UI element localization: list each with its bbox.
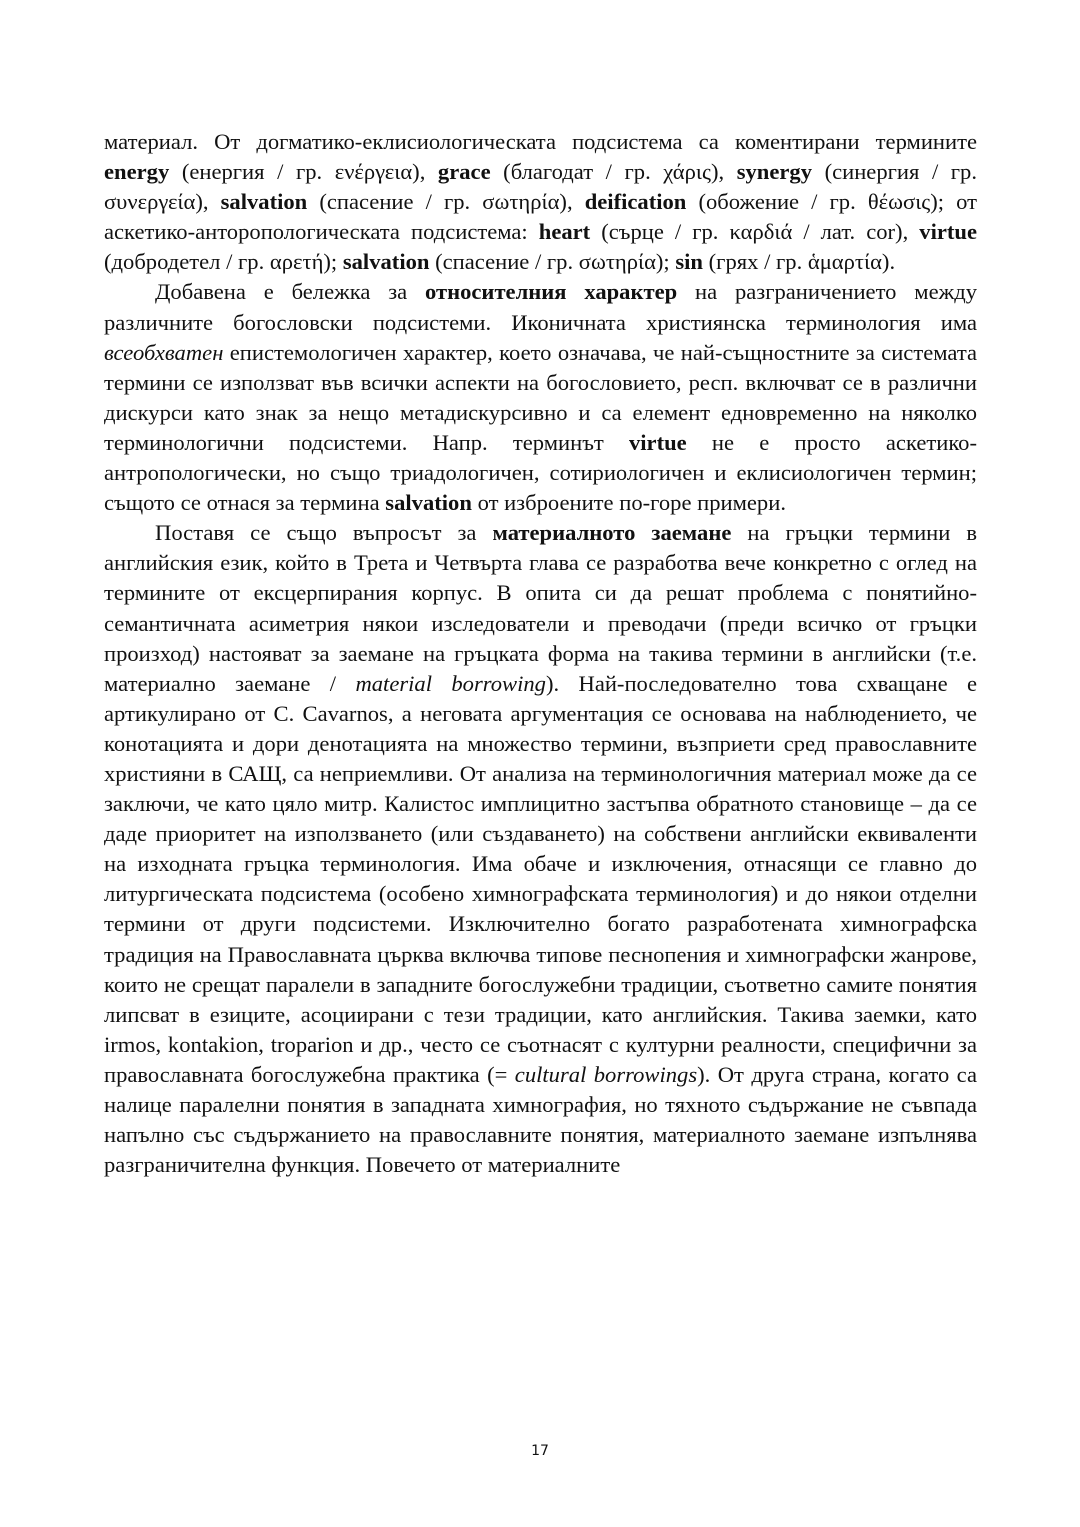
text-run: (добродетел / гр. αρετή); [104, 249, 343, 275]
bold-term: synergy [736, 159, 812, 185]
bold-term: salvation [342, 249, 430, 275]
italic-phrase: всеобхватен [104, 339, 224, 365]
bold-term: virtue [919, 219, 977, 245]
text-run: ). Най-последователно това схващане е артикулирано от C. Cavarnos, а неговата аргументация се основава на наблюдението, че конотацията и дори денотацията на множество термини, възприети сред православните християни в САЩ, са неприемливи. От анализа на терминологичния материал може да се заключи, че като цяло митр. Калистос имплицитно застъпва обратното становище – да се даде приоритет на използването (или създаването) на собствени английски еквиваленти на изходната гръцка терминология. Има обаче и изключения, отнасящи се главно до литургическата подсистема (особено химнографската терминология) и до някои отделни термини от други подсистеми. Изключително богато разработената химнографска традиция на Православната църква включва типове песнопения и химнографски жанрове, които не срещат паралели в западните богослужебни традиции, съответно самите понятия липсват в езиците, асоциирани с тези традиции, като английския. Такива заемки, като irmos, kontakion, troparion и др., често се съотнасят с културни реалности, специфични за православната богослужебна практика (= [104, 670, 977, 1087]
text-run: на разграничението между различните богословски подсистеми. Иконичната християнска терминология има [104, 279, 978, 335]
bold-term: virtue [628, 429, 687, 455]
text-run: не е просто аскетико-антропологически, но също триадологичен, сотириологичен и еклисиологичен термин; същото се отнася за термина [104, 429, 977, 516]
italic-phrase: cultural borrowings [514, 1061, 698, 1087]
text-run: (благодат / гр. χάρις), [490, 159, 737, 185]
paragraph-2 [104, 277, 977, 518]
bold-term: energy [104, 159, 170, 185]
bold-term: sin [675, 249, 703, 275]
bold-term: материалното заемане [492, 520, 732, 546]
bold-term: salvation [220, 189, 308, 215]
text-run: (синергия / гр. συνεργεία), [104, 159, 977, 215]
text-run: Добавена е бележка за [155, 279, 425, 305]
text-run: епистемологичен характер, което означава, че най-същностните за системата термини се използват във всички аспекти на богословието, респ. включват се в различни дискурси като знак за нещо метадискурсивно и са елемент едновременно на няколко терминологични подсистеми. Напр. терминът [104, 339, 977, 455]
bold-term: deification [584, 189, 687, 215]
bold-term: heart [538, 219, 591, 245]
italic-phrase: material borrowing [355, 670, 546, 696]
text-run: на гръцки термини в английския език, който в Трета и Четвърта глава се разработва вече конкретно с оглед на термините от ексцерпирания корпус. В опита си да решат проблема с понятийно-семантичната асиметрия някои изследователи и преводачи (преди всичко от гръцки произход) настояват за заемане на гръцката форма на такива термини в английски (т.е. материално заемане / [104, 520, 978, 696]
text-run: (спасение / гр. σωτηρία); [429, 249, 676, 275]
text-run: (сърце / гр. καρδιά / лат. cor), [590, 219, 920, 245]
bold-term: salvation [385, 490, 472, 516]
text-run: материал. От догматико-еклисиологическата подсистема са коментирани термините [104, 129, 977, 154]
body-text [104, 127, 977, 1180]
text-run: (спасение / гр. σωτηρία), [307, 189, 585, 215]
text-run: Поставя се също въпросът за [155, 520, 493, 546]
text-run: (грях / гр. ἁμαρτία). [703, 249, 896, 275]
text-run: (енергия / гр. ενέργεια), [169, 159, 438, 185]
text-run: (обожение / гр. θέωσις); от аскетико-анторопологическата подсистема: [104, 189, 977, 245]
paragraph-1 [104, 127, 977, 277]
bold-term: относителния характер [424, 279, 678, 305]
text-run: от изброените по-горе примери. [471, 490, 786, 516]
bold-term: grace [437, 159, 491, 185]
paragraph-3 [104, 518, 977, 1180]
text-run: ). От друга страна, когато са налице паралелни понятия в западната химнография, но тяхното съдържание не съвпада напълно със съдържанието на православните понятия, материалното заемане изпълнява разграничителна функция. Повечето от материалните [104, 1061, 978, 1178]
page-number: 17 [531, 1443, 549, 1459]
